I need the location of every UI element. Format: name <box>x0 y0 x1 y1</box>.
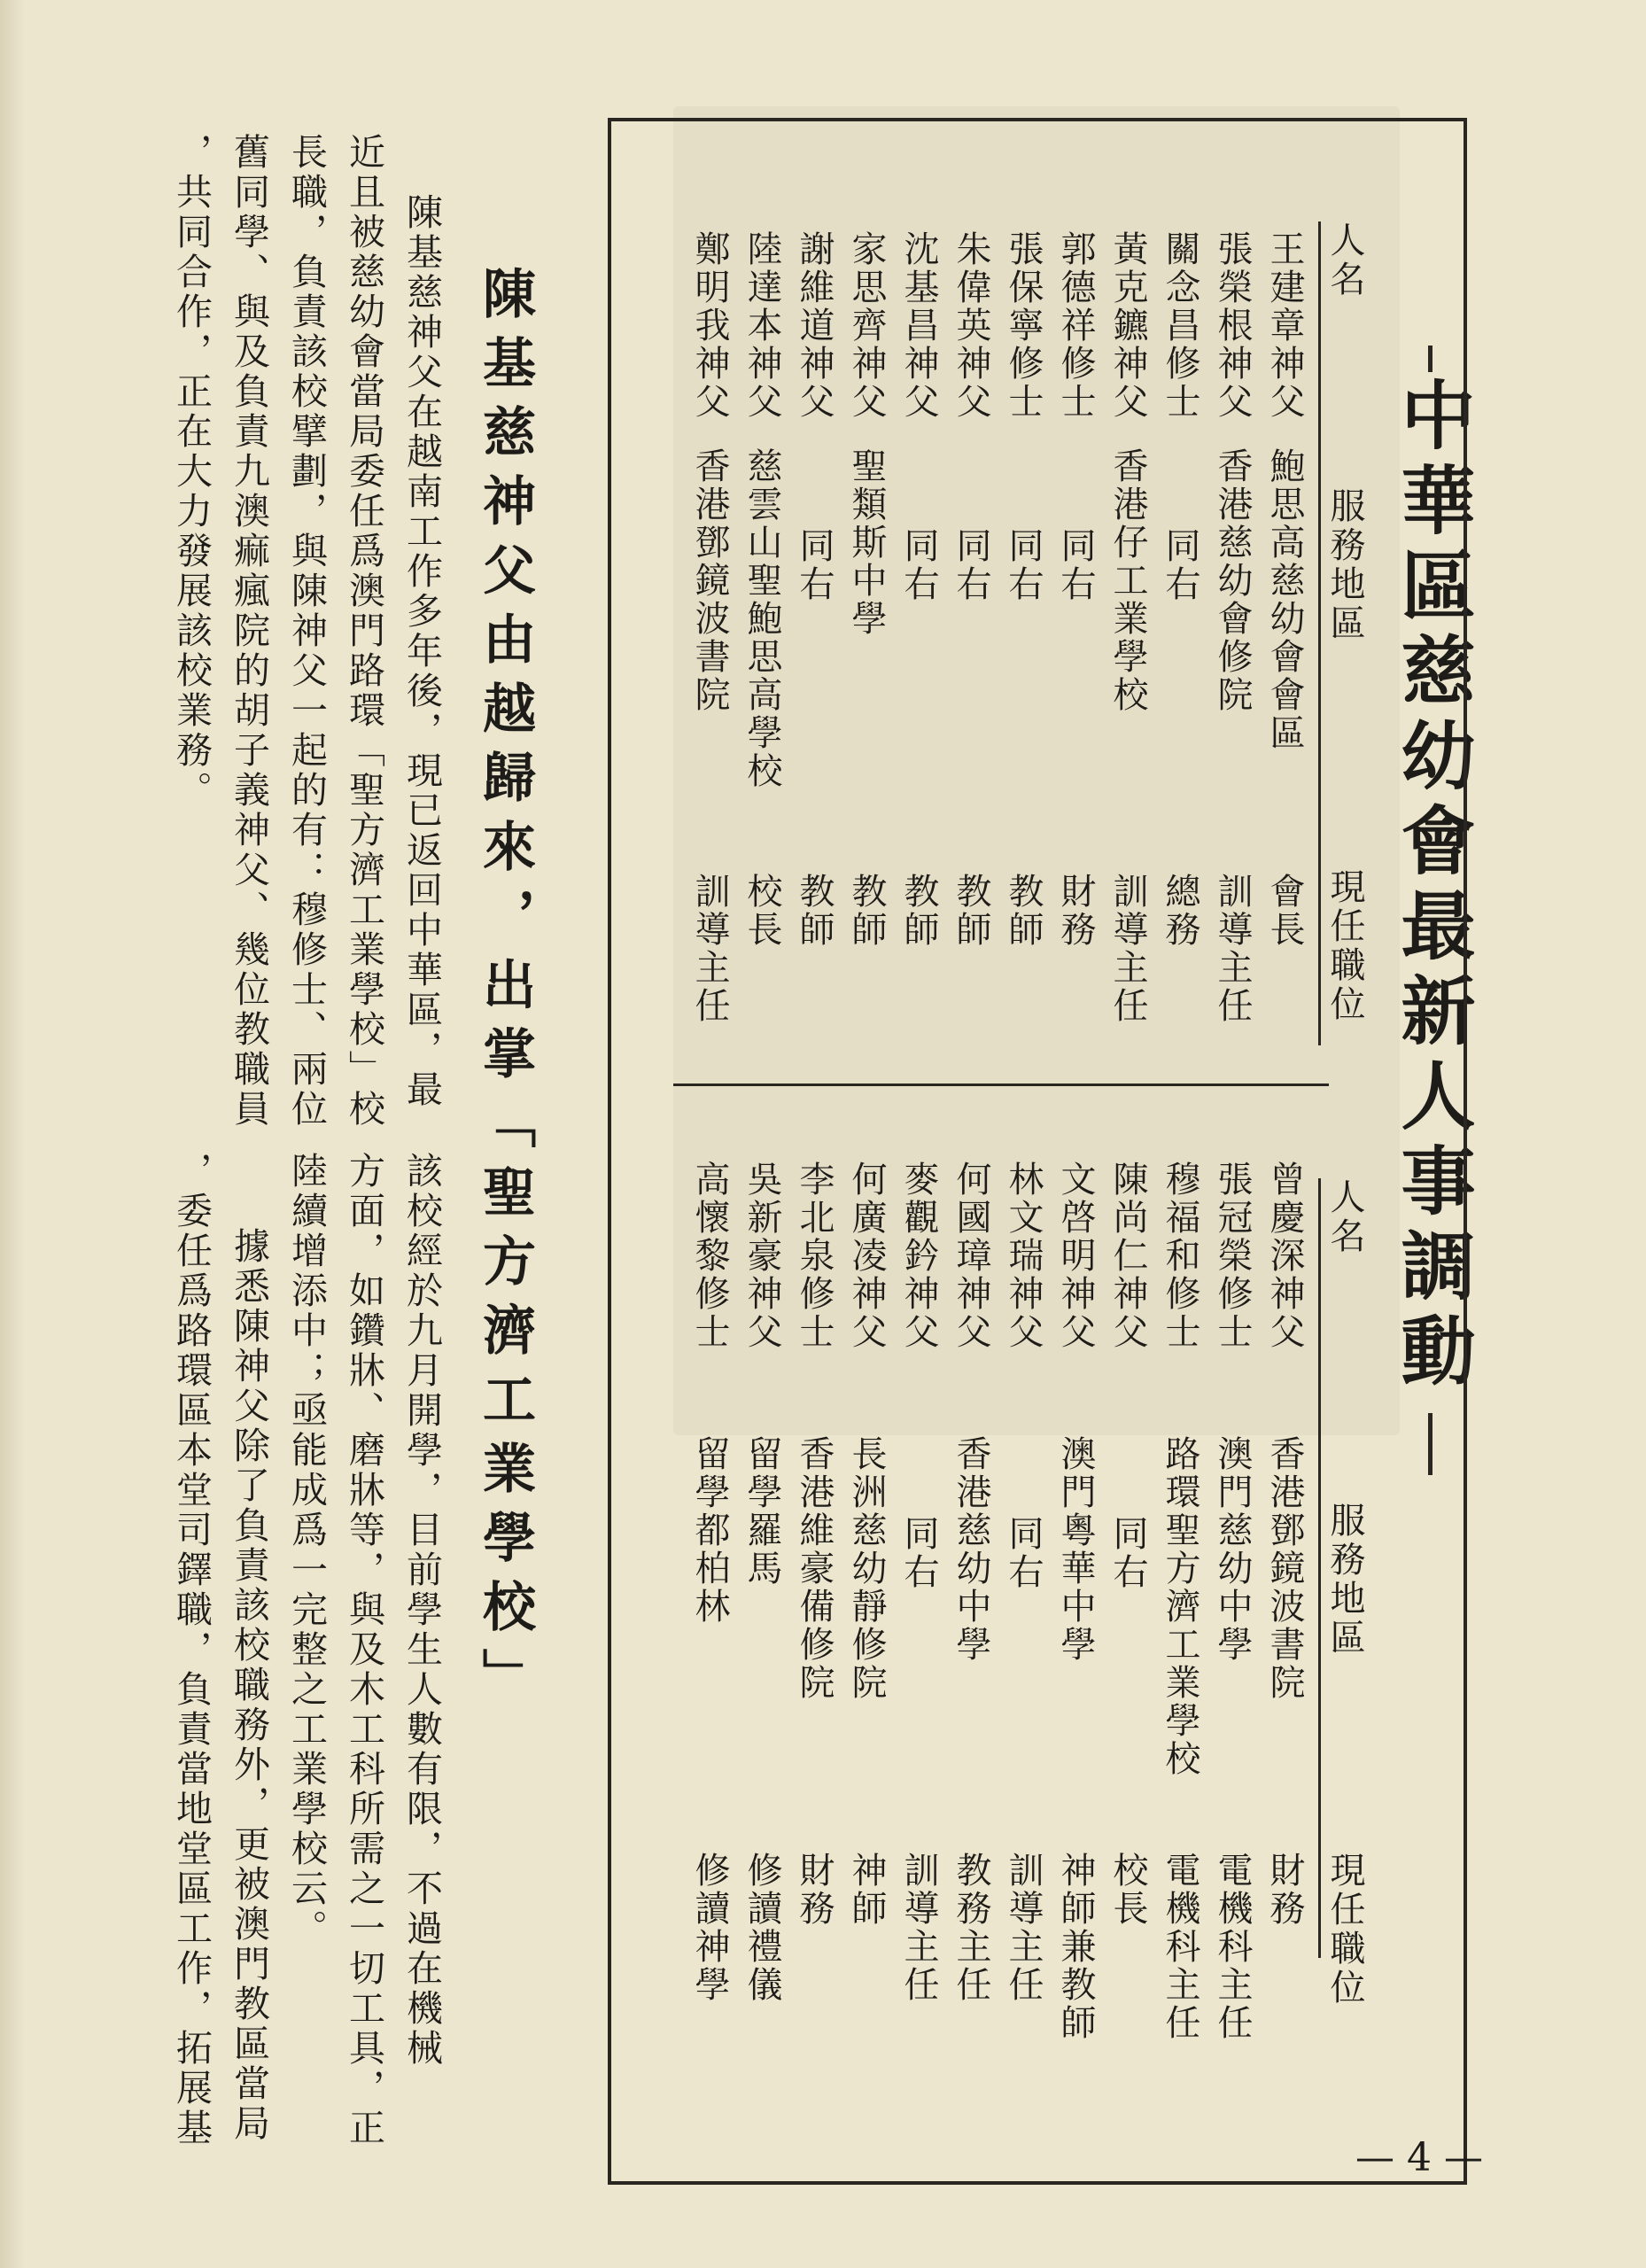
article-paragraph-line: 陸續增添中；亟能成爲一完整之工業學校云。 <box>285 1152 328 1949</box>
table-row-area: 香港慈幼會修院 <box>1212 447 1253 714</box>
table-row-position: 電機科主任 <box>1212 1852 1253 2042</box>
page-title: 中華區慈幼會最新人事調動 <box>1389 377 1477 1397</box>
table-row-position: 神師 <box>846 1852 887 1928</box>
table-row-area: 同右 <box>1160 527 1200 603</box>
table-row-position: 訓導主任 <box>1107 873 1148 1025</box>
header-rule-top <box>1318 221 1321 1045</box>
table-row-area: 同右 <box>1107 1515 1148 1591</box>
table-row-area: 鮑思高慈幼會會區 <box>1264 447 1305 752</box>
table-row-area: 同右 <box>1003 1515 1044 1591</box>
table-row-area: 留學都柏林 <box>689 1435 730 1626</box>
table-row-area: 聖類斯中學 <box>846 447 887 638</box>
table-row-name: 陸達本神父 <box>741 230 782 421</box>
table-row-area: 同右 <box>898 527 939 603</box>
table-row-area: 路環聖方濟工業學校 <box>1160 1435 1200 1778</box>
table-row-name: 郭德祥修士 <box>1055 230 1096 421</box>
table-row-name: 沈基昌神父 <box>898 230 939 421</box>
table-row-name: 何廣凌神父 <box>846 1161 887 1351</box>
table-row-position: 教師 <box>794 873 835 949</box>
table-row-position: 教師 <box>898 873 939 949</box>
table-row-name: 謝維道神父 <box>794 230 835 421</box>
table-row-position: 教師 <box>1003 873 1044 949</box>
article-paragraph-line: 陳基慈神父在越南工作多年後，現已返回中華區，最 <box>400 193 443 1110</box>
article-paragraph-line: 方面，如鑽牀、磨牀等，與及木工科所需之一切工具，正 <box>343 1152 385 2148</box>
table-row-position: 神師兼教師 <box>1055 1852 1096 2042</box>
table-row-position: 財務 <box>1264 1852 1305 1928</box>
table-row-position: 財務 <box>794 1852 835 1928</box>
article-paragraph-line: ，委任爲路環區本堂司鐸職，負責當地堂區工作，拓展基 <box>170 1152 213 2148</box>
table-row-name: 朱偉英神父 <box>951 230 991 421</box>
table-row-area: 香港維豪備修院 <box>794 1435 835 1702</box>
table-row-area: 同右 <box>1055 527 1096 603</box>
table-row-position: 總務 <box>1160 873 1200 949</box>
table-row-name: 王建章神父 <box>1264 230 1305 421</box>
table-row-position: 訓導主任 <box>1003 1852 1044 2004</box>
table-row-name: 黃克鑣神父 <box>1107 230 1148 421</box>
table-row-area: 香港鄧鏡波書院 <box>689 447 730 714</box>
table-row-name: 張榮根神父 <box>1212 230 1253 421</box>
table-row-name: 曾慶深神父 <box>1264 1161 1305 1351</box>
header-area-bottom: 服務地區 <box>1324 1502 1365 1658</box>
table-row-position: 訓導主任 <box>689 873 730 1025</box>
table-row-area: 香港仔工業學校 <box>1107 447 1148 714</box>
table-row-area: 同右 <box>1003 527 1044 603</box>
table-row-name: 家思齊神父 <box>846 230 887 421</box>
table-row-area: 香港慈幼中學 <box>951 1435 991 1664</box>
table-row-name: 文啓明神父 <box>1055 1161 1096 1351</box>
table-row-name: 吳新豪神父 <box>741 1161 782 1351</box>
header-name-bottom: 人名 <box>1324 1178 1365 1256</box>
article-paragraph-line: 據悉陳神父除了負責該校職務外，更被澳門教區當局 <box>228 1227 270 2144</box>
table-row-position: 教師 <box>951 873 991 949</box>
table-row-name: 穆福和修士 <box>1160 1161 1200 1351</box>
table-row-position: 校長 <box>1107 1852 1148 1928</box>
table-row-area: 同右 <box>898 1515 939 1591</box>
table-row-area: 留學羅馬 <box>741 1435 782 1588</box>
table-row-position: 修讀禮儀 <box>741 1852 782 2004</box>
table-row-position: 教務主任 <box>951 1852 991 2004</box>
table-row-area: 同右 <box>951 527 991 603</box>
article-paragraph-line: ，共同合作，正在大力發展該校業務。 <box>170 133 213 811</box>
table-row-position: 校長 <box>741 873 782 949</box>
table-row-name: 麥觀鈐神父 <box>898 1161 939 1351</box>
header-rule-bottom <box>1318 1178 1321 1958</box>
table-row-position: 會長 <box>1264 873 1305 949</box>
table-row-position: 教師 <box>846 873 887 949</box>
table-row-position: 訓導主任 <box>1212 873 1253 1025</box>
table-row-name: 陳尚仁神父 <box>1107 1161 1148 1351</box>
table-row-position: 電機科主任 <box>1160 1852 1200 2042</box>
article-paragraph-line: 近且被慈幼會當局委任爲澳門路環「聖方濟工業學校」校 <box>343 133 385 1130</box>
article-paragraph-line: 舊同學、與及負責九澳痲瘋院的胡子義神父、幾位教職員 <box>228 133 270 1130</box>
table-row-position: 財務 <box>1055 873 1096 949</box>
header-area-top: 服務地區 <box>1324 487 1365 643</box>
article-paragraph-line: 該校經於九月開學，目前學生人數有限，不過在機械 <box>400 1152 443 2069</box>
header-name-top: 人名 <box>1324 221 1365 299</box>
table-row-area: 慈雲山聖鮑思高學校 <box>741 447 782 790</box>
section-divider <box>673 1084 1329 1086</box>
table-row-name: 張冠榮修士 <box>1212 1161 1253 1351</box>
table-row-name: 高懷黎修士 <box>689 1161 730 1351</box>
table-row-name: 林文瑞神父 <box>1003 1161 1044 1351</box>
article-paragraph-line: 長職，負責該校擘劃，與陳神父一起的有：穆修士、兩位 <box>285 133 328 1130</box>
table-row-name: 何國璋神父 <box>951 1161 991 1351</box>
table-row-name: 鄭明我神父 <box>689 230 730 421</box>
table-row-area: 澳門慈幼中學 <box>1212 1435 1253 1664</box>
table-row-position: 訓導主任 <box>898 1852 939 2004</box>
table-row-area: 香港鄧鏡波書院 <box>1264 1435 1305 1702</box>
header-position-top: 現任職位 <box>1324 868 1365 1024</box>
table-row-area: 同右 <box>794 527 835 603</box>
page-number: — 4 — <box>1355 2135 1483 2180</box>
table-row-name: 關念昌修士 <box>1160 230 1200 421</box>
table-row-name: 李北泉修士 <box>794 1161 835 1351</box>
table-row-area: 澳門粵華中學 <box>1055 1435 1096 1664</box>
table-row-area: 長洲慈幼靜修院 <box>846 1435 887 1702</box>
table-row-position: 修讀神學 <box>689 1852 730 2004</box>
article-headline: 陳基慈神父由越歸來，出掌「聖方濟工業學校」 <box>474 266 536 1717</box>
table-row-name: 張保寧修士 <box>1003 230 1044 421</box>
header-position-bottom: 現任職位 <box>1324 1852 1365 2008</box>
